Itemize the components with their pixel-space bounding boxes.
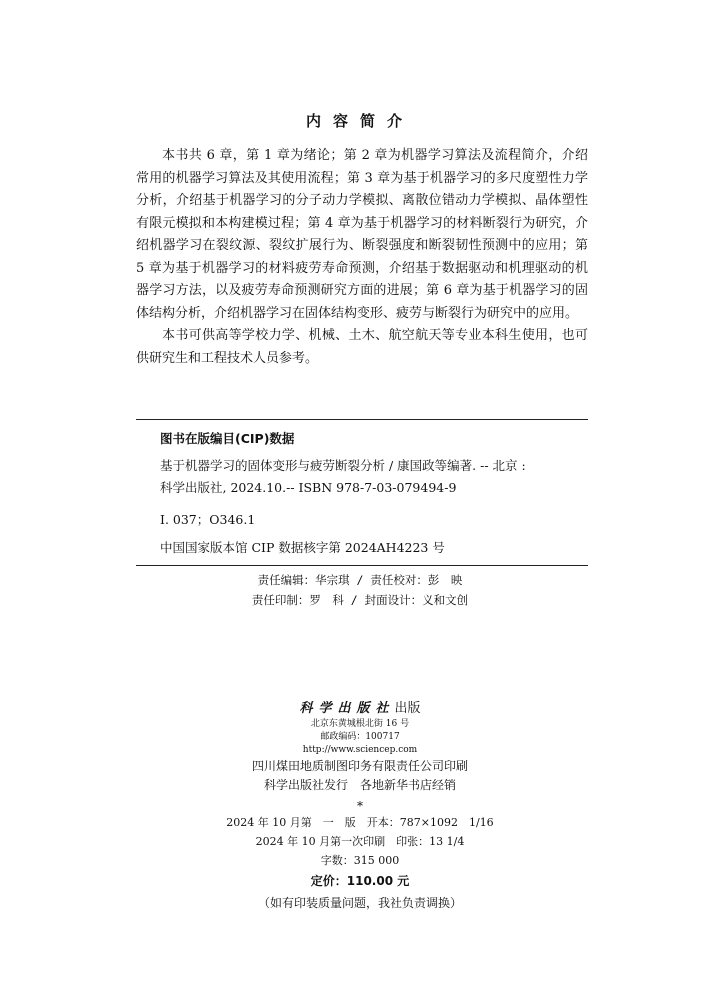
summary-body (136, 145, 588, 370)
credits-line-1: 责任编辑：华宗琪 / 责任校对：彭 映 (257, 573, 463, 587)
publisher-postcode: 邮政编码：100717 (320, 732, 400, 742)
cip-classification: Ⅰ. 037；O346.1 (160, 512, 256, 527)
printing-line: 2024 年 10 月第一次印刷 印张：13 1/4 (255, 835, 465, 848)
cip-entry-line-2: 科学出版社, 2024.10.-- ISBN 978-7-03-079494-9 (160, 480, 457, 495)
publisher-suffix: 出版 (394, 701, 421, 716)
publisher-website: http://www.sciencep.com (302, 745, 418, 755)
word-count: 字数：315 000 (320, 854, 400, 867)
cip-record-number: 中国国家版本馆 CIP 数据核字第 2024AH4223 号 (160, 540, 445, 555)
summary-title: 内容简介 (305, 112, 414, 130)
separator-star: * (357, 799, 363, 813)
printer-line: 四川煤田地质制图印务有限责任公司印刷 (251, 759, 468, 773)
edition-line: 2024 年 10 月第 一 版 开本：787×1092 1/16 (226, 816, 494, 829)
price: 定价：110.00 元 (310, 874, 410, 888)
publisher-brand-logo: 科学出版社 (299, 701, 395, 716)
cip-top-divider (136, 419, 588, 420)
cip-heading: 图书在版编目(CIP)数据 (160, 431, 295, 446)
summary-paragraph-1: 本书共 6 章，第 1 章为绪论；第 2 章为机器学习算法及流程简介，介绍常用的机器学习算法及其使用流程；第 3 章为基于机器学习的多尺度塑性力学分析，介绍基于机器学习的分子动力学模拟、离散位错动力学模拟、晶体塑性有限元模拟和本构建模过程；第 4 章为基于机器学习的材料断裂行为研究，介绍机器学习在裂纹源、裂纹扩展行为、断裂强度和断裂韧性预测中的应用；第 5 章为基于机器学习的材料疲劳寿命预测，介绍基于数据驱动和机理驱动的机器学习方法，以及疲劳寿命预测研究方面的进展；第 6 章为基于机器学习的固体结构分析，介绍机器学习在固体结构变形、疲劳与断裂行为研究中的应用。 (136, 148, 588, 321)
summary-paragraph-2: 本书可供高等学校力学、机械、土木、航空航天等专业本科生使用，也可供研究生和工程技术人员参考。 (136, 328, 588, 366)
editorial-credits (0, 570, 720, 610)
cip-entry-line-1: 基于机器学习的固体变形与疲劳断裂分析 / 康国政等编著. -- 北京 : (160, 458, 526, 473)
cip-bottom-divider (136, 565, 588, 566)
cip-entry (160, 455, 588, 499)
publisher-block (0, 700, 720, 914)
publisher-address: 北京东黄城根北街 16 号 (310, 719, 410, 729)
publisher-name (0, 700, 720, 718)
quality-note: （如有印装质量问题，我社负责调换） (257, 896, 462, 910)
distribution-line: 科学出版社发行 各地新华书店经销 (263, 778, 456, 792)
credits-line-2: 责任印制：罗 科 / 封面设计：义和文创 (251, 593, 469, 607)
